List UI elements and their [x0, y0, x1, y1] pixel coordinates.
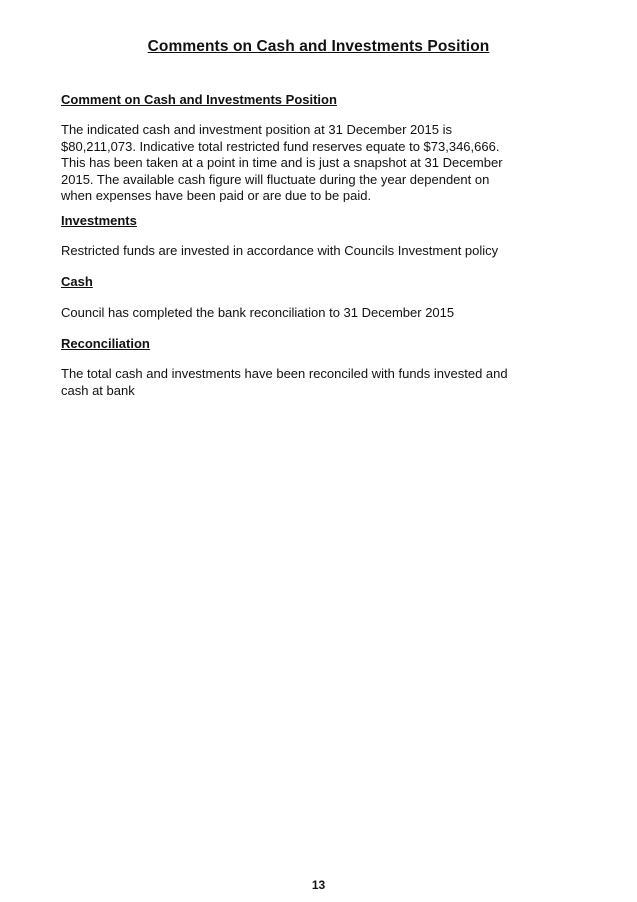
paragraph-cash — [61, 305, 521, 322]
section-heading-reconciliation: Reconciliation — [61, 336, 150, 351]
paragraph-reconciliation — [61, 366, 521, 399]
page-number: 13 — [311, 878, 326, 892]
paragraph-line: The indicated cash and investment position at 31 December 2015 is — [61, 122, 452, 137]
paragraph-line: 2015. The available cash figure will fluctuate during the year dependent on — [61, 171, 490, 187]
paragraph-line: Restricted funds are invested in accordance with Councils Investment policy — [61, 243, 499, 258]
paragraph-line: The total cash and investments have been reconciled with funds invested and — [61, 366, 508, 381]
section-heading-comment: Comment on Cash and Investments Position — [61, 92, 337, 107]
section-heading-cash: Cash — [61, 274, 93, 289]
paragraph-line: This has been taken at a point in time and is just a snapshot at 31 December — [61, 155, 503, 170]
paragraph-line: Council has completed the bank reconciliation to 31 December 2015 — [61, 305, 455, 320]
paragraph-line: $80,211,073. Indicative total restricted fund reserves equate to $73,346,666. — [61, 138, 500, 154]
paragraph-comment — [61, 122, 521, 202]
page-title: Comments on Cash and Investments Position — [147, 38, 490, 55]
section-heading-investments: Investments — [61, 213, 137, 228]
paragraph-line: when expenses have been paid or are due to be paid. — [61, 188, 372, 202]
paragraph-line: cash at bank — [61, 382, 135, 398]
paragraph-investments — [61, 243, 521, 260]
